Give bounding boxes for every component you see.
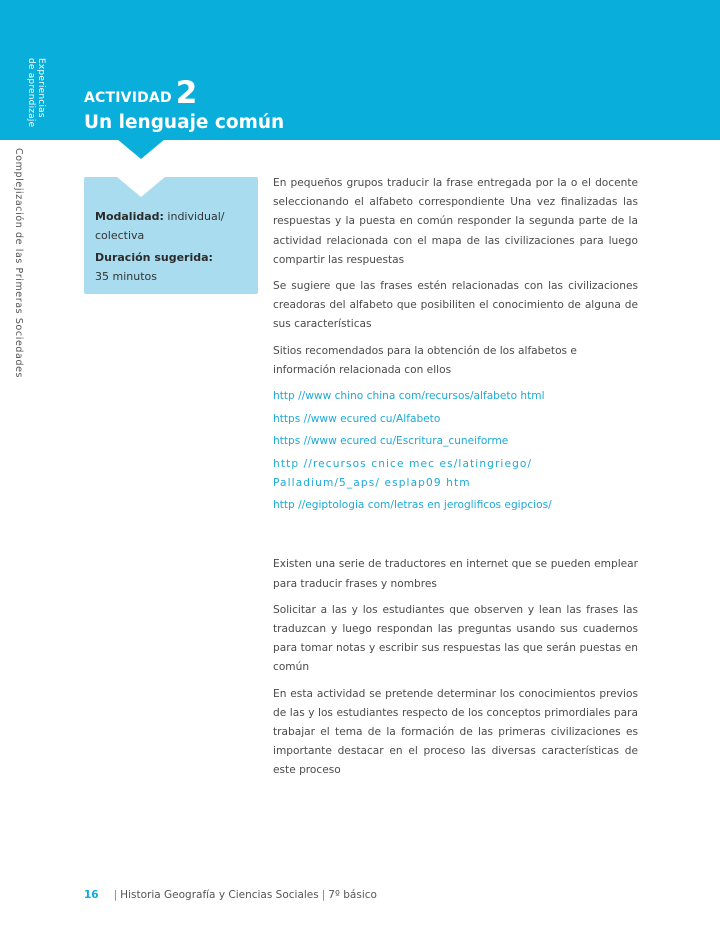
activity-info-box	[84, 177, 258, 294]
header-notch-decoration	[117, 139, 165, 159]
modality-label: Modalidad:	[95, 210, 164, 223]
info-box-notch-decoration	[117, 177, 165, 197]
footer-grade: 7º básico	[328, 889, 377, 901]
activity-number: 2	[175, 75, 198, 111]
body-paragraph: Existen una serie de traductores en internet que se pueden emplear para traducir frases y nombres	[273, 558, 638, 590]
link-item	[273, 496, 638, 515]
body-paragraph: En pequeños grupos traducir la frase entregada por la o el docente seleccionando el alfabeto correspondiente Una vez finalizadas las respuestas y la puesta en común responder la segunda parte de la actividad relacionada con el mapa de las civilizaciones para luego compartir las respuestas	[273, 177, 638, 266]
link-item	[273, 455, 638, 493]
chapter-label: Complejización de las Primeras Sociedades	[13, 148, 24, 379]
link-item	[273, 432, 638, 451]
spacer	[273, 522, 638, 555]
modality-row	[95, 207, 255, 245]
section-label	[12, 58, 46, 128]
footer-separator: |	[321, 889, 326, 901]
duration-value: 35 minutos	[95, 270, 157, 283]
link-recursos-cnice-palladium[interactable]: http //recursos cnice mec es/latingriego/ Palladium/5_aps/ esplap09 htm	[273, 457, 533, 489]
link-egiptologia-jeroglificos[interactable]: http //egiptologia com/letras en jeroglificos egipcios/	[273, 499, 552, 512]
modality-value: individual/ colectiva	[95, 210, 225, 242]
recommended-links-list	[273, 387, 638, 515]
info-box-content	[95, 207, 255, 286]
body-column	[273, 174, 638, 788]
link-ecured-escritura-cuneiforme[interactable]: https //www ecured cu/Escritura_cuneiforme	[273, 435, 509, 448]
footer-separator: |	[113, 889, 118, 901]
page-title: Un lenguaje común	[84, 112, 285, 133]
activity-kicker	[84, 74, 197, 110]
body-paragraph: Solicitar a las y los estudiantes que observen y lean las frases las traduzcan y luego respondan las preguntas usando sus cuadernos para tomar notas y escribir sus respuestas las que serán puestas en común	[273, 603, 638, 674]
section-label-line-1: Experiencias	[36, 58, 46, 118]
body-paragraph: En esta actividad se pretende determinar los conocimientos previos de las y los estudiantes respecto de los conceptos primordiales para trabajar el tema de la formación de las primeras civilizaciones es importante destacar en el proceso las diversas características de este proceso	[273, 687, 638, 777]
footer-subject: Historia Geografía y Ciencias Sociales	[120, 889, 319, 901]
link-ecured-alfabeto[interactable]: https //www ecured cu/Alfabeto	[273, 412, 441, 425]
body-paragraph: Se sugiere que las frases estén relacionadas con las civilizaciones creadoras del alfabeto que posibiliten el conocimiento de alguna de sus características	[273, 280, 638, 331]
link-item	[273, 387, 638, 406]
body-paragraph: Sitios recomendados para la obtención de los alfabetos e información relacionada con ellos	[273, 344, 577, 376]
duration-row	[95, 248, 255, 286]
duration-label: Duración sugerida:	[95, 251, 213, 264]
link-chino-china-alfabeto[interactable]: http //www chino china com/recursos/alfabeto html	[273, 390, 545, 403]
section-label-line-2: de aprendizaje	[26, 58, 36, 128]
link-item	[273, 410, 638, 429]
activity-word: ACTIVIDAD	[84, 90, 172, 106]
page-footer	[84, 889, 377, 901]
page-number: 16	[84, 889, 99, 901]
